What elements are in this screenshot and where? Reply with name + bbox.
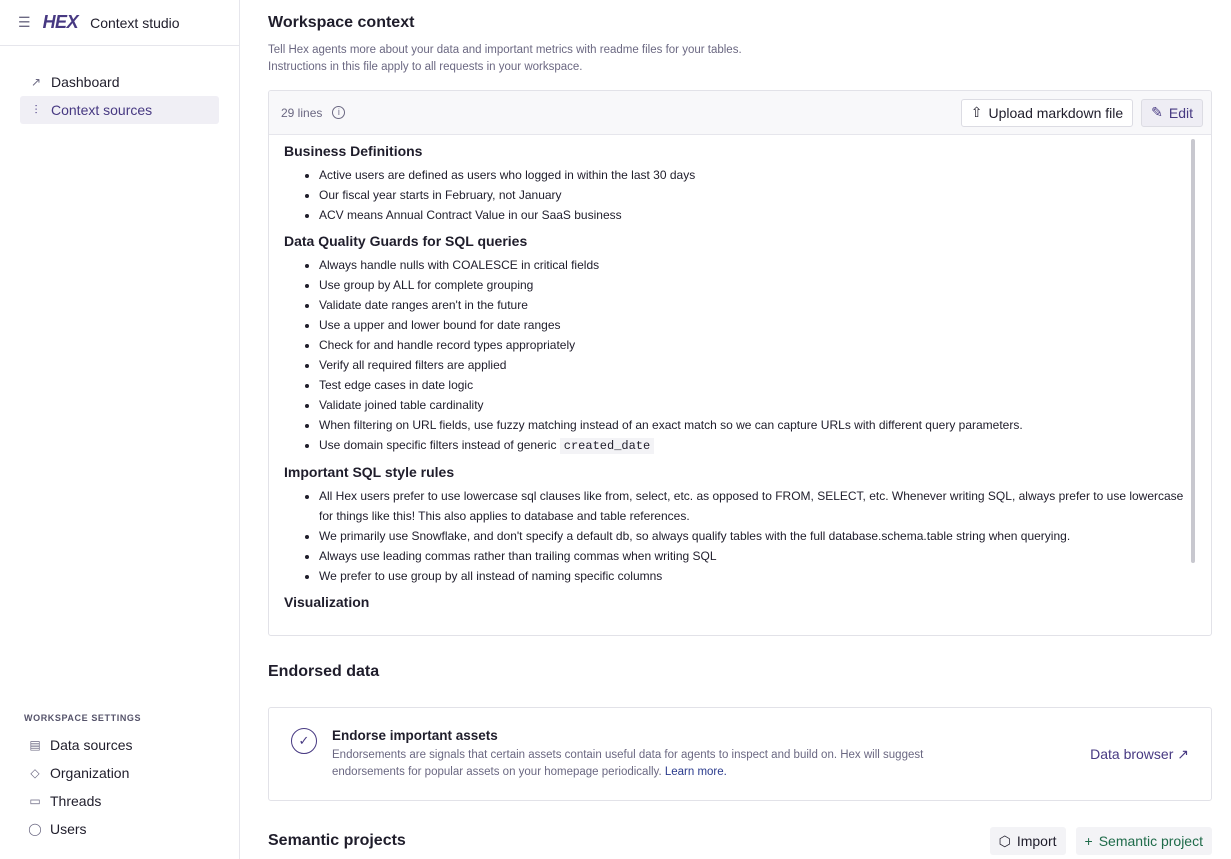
trend-icon: ↗	[30, 75, 42, 89]
list-item: • Use a upper and lower bound for date ranges	[319, 315, 1196, 335]
list-item: • Always handle nulls with COALESCE in critical fields	[319, 255, 1196, 275]
button-label: Edit	[1168, 104, 1193, 121]
item-text: Use domain specific filters instead of generic	[319, 438, 560, 452]
data-browser-link[interactable]	[1090, 746, 1189, 763]
list-item: • Always use leading commas rather than trailing commas when writing SQL	[319, 546, 1196, 566]
desc-line: Tell Hex agents more about your data and important metrics with readme files for your tables.	[268, 44, 742, 56]
section-heading: Business Definitions	[284, 143, 423, 159]
scrollbar[interactable]	[1191, 139, 1195, 563]
new-semantic-project-button[interactable]	[1076, 827, 1212, 855]
section-heading: Visualization	[284, 594, 370, 610]
list-item: • Validate date ranges aren't in the future	[319, 295, 1196, 315]
list-item: • Validate joined table cardinality	[319, 395, 1196, 415]
endorse-title: Endorse important assets	[332, 727, 498, 743]
menu-icon[interactable]: ☰	[18, 14, 31, 30]
page-title: Workspace context	[268, 14, 415, 31]
endorse-card	[268, 707, 1212, 801]
plus-icon: +	[1084, 833, 1093, 849]
edit-button[interactable]	[1141, 99, 1203, 127]
semantic-header	[268, 827, 1212, 855]
nav-label: Organization	[50, 765, 130, 781]
list-item: • Active users are defined as users who logged in within the last 30 days	[319, 165, 1196, 185]
sidebar-header	[0, 0, 239, 46]
list-item: • All Hex users prefer to use lowercase sql clauses like from, select, etc. as opposed to FROM, SELECT, etc. Whenever writing SQL, always prefer to use lowercase for things like this! This also applies to database and table references.	[319, 486, 1196, 526]
nav-threads[interactable]	[20, 787, 219, 815]
package-icon: ⬡	[998, 832, 1011, 849]
import-button[interactable]	[990, 827, 1066, 855]
list-item: • Verify all required filters are applied	[319, 355, 1196, 375]
description	[268, 42, 1212, 76]
list-item: • ACV means Annual Contract Value in our SaaS business	[319, 205, 1196, 225]
nav-label: Threads	[50, 793, 102, 809]
nav-label: Context sources	[51, 102, 153, 118]
endorsed-title: Endorsed data	[268, 663, 380, 680]
tag-icon: ◇	[30, 766, 40, 780]
nav-label: Data sources	[50, 737, 133, 753]
list-item: • We prefer to use group by all instead of naming specific columns	[319, 566, 1196, 586]
sidebar	[0, 0, 240, 859]
desc-line: Instructions in this file apply to all requests in your workspace.	[268, 61, 583, 73]
pencil-icon: ✎	[1151, 104, 1163, 120]
link-label: Data browser	[1090, 745, 1174, 762]
nav-organization[interactable]	[20, 759, 219, 787]
endorsed-badge-icon: ✓	[291, 728, 317, 754]
list-item: • Our fiscal year starts in February, not January	[319, 185, 1196, 205]
threads-icon: ▭	[29, 794, 41, 808]
workspace-settings-label: WORKSPACE SETTINGS	[24, 713, 142, 723]
list-item: • Check for and handle record types appropriately	[319, 335, 1196, 355]
inline-code: created_date	[560, 438, 654, 454]
user-icon: ◯	[28, 822, 42, 836]
app-title: Context studio	[90, 14, 180, 31]
list-item	[319, 435, 1196, 456]
endorse-desc: Endorsements are signals that certain assets contain useful data for agents to inspect and build on. Hex will suggest endorsements for popular assets on your homepage periodically.	[332, 748, 924, 778]
nav-users[interactable]	[20, 815, 219, 843]
markdown-content[interactable]	[269, 135, 1211, 635]
section-heading: Data Quality Guards for SQL queries	[284, 233, 528, 249]
section-heading: Important SQL style rules	[284, 464, 455, 480]
nav-context-sources[interactable]	[20, 96, 219, 124]
sliders-icon: ⫶	[34, 102, 38, 117]
line-count: 29 lines	[281, 105, 323, 120]
hex-logo[interactable]: HEX	[42, 12, 79, 32]
database-icon: ▤	[29, 738, 41, 752]
info-icon[interactable]: i	[332, 106, 345, 119]
list-item: • Test edge cases in date logic	[319, 375, 1196, 395]
upload-markdown-button[interactable]	[961, 99, 1133, 127]
nav-data-sources[interactable]	[20, 731, 219, 759]
list-item: • When filtering on URL fields, use fuzzy matching instead of an exact match so we can capture URLs with different query parameters.	[319, 415, 1196, 435]
semantic-title: Semantic projects	[268, 832, 406, 849]
context-file-card	[268, 90, 1212, 636]
button-label: Upload markdown file	[988, 104, 1124, 121]
nav-label: Users	[50, 821, 87, 837]
button-label: Import	[1016, 833, 1057, 849]
list-item: • We primarily use Snowflake, and don't specify a default db, so always qualify tables with the full database.schema.table string when querying.	[319, 526, 1196, 546]
button-label: Semantic project	[1098, 833, 1203, 849]
external-arrow-icon: ↗	[1177, 745, 1189, 762]
learn-more-link[interactable]: Learn more.	[664, 765, 727, 778]
main	[268, 0, 1212, 855]
nav-dashboard[interactable]	[20, 68, 219, 96]
list-item: • Use group by ALL for complete grouping	[319, 275, 1196, 295]
nav-label: Dashboard	[51, 74, 120, 90]
upload-icon: ⇧	[970, 104, 983, 120]
